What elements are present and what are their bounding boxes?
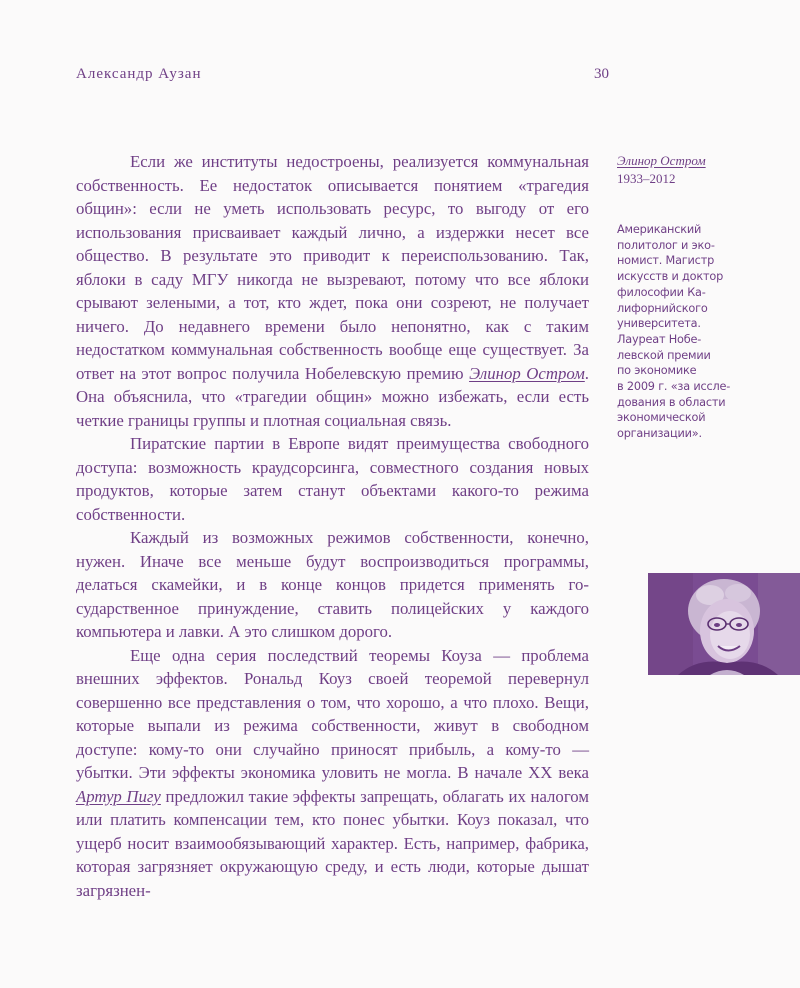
bio-line: философии Ка- (617, 285, 706, 299)
pigou-link[interactable]: Артур Пигу (76, 786, 161, 806)
main-text (76, 150, 589, 902)
sidenote-years: 1933–2012 (617, 171, 676, 186)
bio-line: университета. (617, 317, 701, 331)
page-number: 30 (594, 66, 609, 82)
paragraph-text: Еще одна серия последствий теоремы Коуза — проблема внешних эффектов. Рональд Коуз своей теоремой перевернул совершенно все представления о том, что хорошо, а что плохо. Вещи, которые выпали из режима собственности, живут в свободном доступе: кому-то они случайно приносят прибыль, а кому-то — убытки. Эти эффекты экономика уловить не могла. В начале XX века (76, 645, 589, 782)
portrait-photo-icon (648, 573, 800, 675)
paragraph: Каждый из возможных режимов собственности, конечно, нужен. Иначе все меньше будут воспроизводиться программы, делаться скамейки, и в конце концов придется применять государственное принуждение, ставить полицейских у каждого компьютера и лавки. А это слишком дорого. (76, 528, 589, 641)
paragraph-text: предложил такие эффекты запрещать, облагать их налогом или платить компенсации тем, кто понес убытки. Коуз показал, что ущерб носит взаимообязывающий характер. Есть, например, фабрика, которая загрязняет окружающую среду, и есть люди, которые дышат загрязнен- (76, 786, 589, 900)
paragraph: Пиратские партии в Европе видят преимущества свободного доступа: возможность краудсорсинга, совместного создания новых продуктов, которые затем станут объектами какого-то режима собственности. (76, 434, 589, 524)
bio-line: организации». (617, 427, 702, 441)
bio-line: лифорнийского (617, 301, 708, 315)
bio-line: левской премии (617, 348, 711, 362)
bio-line: по экономике (617, 364, 697, 378)
running-head-author: Александр Аузан (76, 66, 202, 82)
bio-line: номист. Магистр (617, 254, 715, 268)
sidenote-bio (617, 222, 737, 442)
bio-line: искусств и доктор (617, 270, 724, 284)
paragraph (76, 150, 589, 432)
sidenote-name: Элинор Остром (617, 153, 706, 168)
ostrom-link[interactable]: Элинор Остром (469, 363, 585, 383)
bio-line: политолог и эко- (617, 238, 715, 252)
paragraph-text: Если же институты недостроены, реализуется коммунальная собственность. Ее недостаток описывается понятием «трагедия общин»: если не уметь использовать ресурс, то выгоду от его использования присваивает каждый лично, а издержки несет все общество. В результате это приводит к переиспользованию. Так, яблоки в саду МГУ никогда не вызревают, потому что все яблоки срывают зелеными, а тот, кто ждет, пока они созреют, не получает ничего. До недавнего времени было непонятно, как с таким недостатком коммунальная собственность вообще еще существует. За ответ на этот вопрос получила Нобелевскую премию (76, 152, 589, 383)
paragraph-text: . Она объяснила, что «трагедии общин» можно избежать, если есть четкие границы группы и плотная социальная связь. (76, 363, 589, 430)
portrait-illustration (648, 573, 800, 675)
bio-line: Лауреат Нобе- (617, 332, 702, 346)
bio-line: в 2009 г. «за иссле- (617, 380, 731, 394)
paragraph (76, 644, 589, 903)
bio-line: Американский (617, 223, 702, 236)
bio-line: дования в области (617, 395, 726, 409)
bio-line: экономической (617, 411, 706, 425)
